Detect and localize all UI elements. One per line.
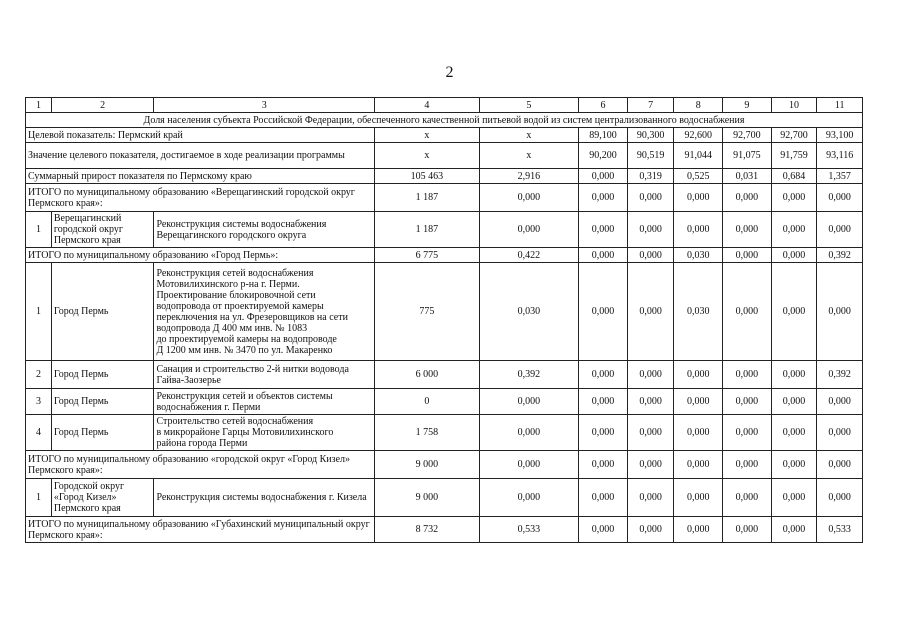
value-cell: 0,000 <box>627 212 674 248</box>
value-cell: 91,075 <box>723 143 772 169</box>
value-cell: 0,000 <box>479 212 578 248</box>
value-cell: 0,000 <box>579 169 628 184</box>
group-total-label: ИТОГО по муниципальному образованию «Губахинский муниципальный округ Пермского края»: <box>26 517 375 543</box>
value-cell: 0,000 <box>771 248 817 263</box>
value-cell: 0,000 <box>723 361 772 389</box>
value-cell: 0,000 <box>579 479 628 517</box>
value-cell: 9 000 <box>375 451 480 479</box>
value-cell: 1 758 <box>375 415 480 451</box>
value-cell: 0,000 <box>817 263 863 361</box>
value-cell: 0,000 <box>479 389 578 415</box>
event-line: Мотовилихинского р-на г. Перми. <box>156 278 300 290</box>
row-label: Значение целевого показателя, достигаемое в ходе реализации программы <box>26 143 375 169</box>
header-row <box>26 98 863 113</box>
value-cell: 0,000 <box>627 361 674 389</box>
column-number: 1 <box>26 98 52 113</box>
municipality-cell: Город Пермь <box>51 415 154 451</box>
value-cell: 92,700 <box>771 128 817 143</box>
group-total-label: ИТОГО по муниципальному образованию «городской округ «Город Кизел» Пермского края»: <box>26 451 375 479</box>
event-cell: Реконструкция системы водоснабжения Верещагинского городского округа <box>154 212 375 248</box>
value-cell: 0,533 <box>479 517 578 543</box>
value-cell: 90,300 <box>627 128 674 143</box>
value-cell: 0,000 <box>674 451 723 479</box>
value-cell: 6 000 <box>375 361 480 389</box>
column-number: 9 <box>723 98 772 113</box>
target-row <box>26 128 863 143</box>
value-cell: 93,100 <box>817 128 863 143</box>
value-cell: х <box>479 128 578 143</box>
row-number: 1 <box>26 479 52 517</box>
column-number: 7 <box>627 98 674 113</box>
value-cell: 91,044 <box>674 143 723 169</box>
value-cell: 0,000 <box>579 361 628 389</box>
event-line: Строительство сетей водоснабжения <box>156 416 314 427</box>
value-cell: 0,000 <box>674 212 723 248</box>
value-cell: 0,000 <box>723 248 772 263</box>
value-cell: 0,000 <box>579 517 628 543</box>
value-cell: 92,700 <box>723 128 772 143</box>
value-cell: 0,392 <box>479 361 578 389</box>
value-cell: 0,000 <box>579 451 628 479</box>
value-cell: 0,000 <box>771 361 817 389</box>
table-row <box>26 212 863 248</box>
value-cell: 0,030 <box>479 263 578 361</box>
value-cell: 0,000 <box>674 184 723 212</box>
event-line: переключения на ул. Фрезеровщиков на сети <box>156 311 348 323</box>
value-cell: 775 <box>375 263 480 361</box>
page-number: 2 <box>445 64 454 81</box>
row-number: 3 <box>26 389 52 415</box>
value-cell: 0,000 <box>579 415 628 451</box>
value-cell: 0,000 <box>627 248 674 263</box>
value-cell: 1 187 <box>375 212 480 248</box>
value-cell: 0 <box>375 389 480 415</box>
value-cell: х <box>375 128 480 143</box>
table-row <box>26 361 863 389</box>
event-cell: Санация и строительство 2-й нитки водовода Гайва-Заозерье <box>154 361 375 389</box>
table-row <box>26 263 863 361</box>
value-cell: 0,000 <box>627 479 674 517</box>
value-cell: 0,422 <box>479 248 578 263</box>
value-cell: 0,000 <box>771 389 817 415</box>
value-cell: 0,000 <box>817 212 863 248</box>
value-cell: 0,000 <box>627 184 674 212</box>
value-cell: 90,519 <box>627 143 674 169</box>
value-cell: х <box>479 143 578 169</box>
value-cell: 0,030 <box>674 263 723 361</box>
value-cell: 0,000 <box>674 517 723 543</box>
value-cell: 0,000 <box>579 389 628 415</box>
value-cell: 0,000 <box>771 212 817 248</box>
value-cell: 0,000 <box>674 479 723 517</box>
value-cell: 8 732 <box>375 517 480 543</box>
value-cell: 0,000 <box>627 415 674 451</box>
column-number: 10 <box>771 98 817 113</box>
value-cell: 0,000 <box>723 517 772 543</box>
value-cell: 0,000 <box>479 184 578 212</box>
value-cell: 0,000 <box>627 517 674 543</box>
value-cell: 0,000 <box>479 415 578 451</box>
value-cell: 0,000 <box>771 451 817 479</box>
value-cell: 92,600 <box>674 128 723 143</box>
row-number: 1 <box>26 212 52 248</box>
value-cell: 0,000 <box>771 517 817 543</box>
event-cell <box>154 263 375 361</box>
value-cell: 0,000 <box>723 389 772 415</box>
group-total-row <box>26 451 863 479</box>
value-cell: 0,031 <box>723 169 772 184</box>
value-cell: 91,759 <box>771 143 817 169</box>
value-cell: 0,000 <box>723 212 772 248</box>
value-cell: 0,533 <box>817 517 863 543</box>
value-cell: 0,000 <box>479 479 578 517</box>
value-cell: 0,000 <box>771 479 817 517</box>
value-cell: 0,000 <box>723 415 772 451</box>
group-total-label: ИТОГО по муниципальному образованию «Город Пермь»: <box>26 248 375 263</box>
value-cell: 0,000 <box>674 361 723 389</box>
value-cell: 0,000 <box>817 479 863 517</box>
event-line: водопровода Д 400 мм инв. № 1083 <box>156 322 308 334</box>
event-line: Проектирование блокировочной сети <box>156 289 316 301</box>
value-cell: 93,116 <box>817 143 863 169</box>
value-cell: 0,000 <box>627 389 674 415</box>
achieved-row <box>26 143 863 169</box>
column-number: 11 <box>817 98 863 113</box>
value-cell: 2,916 <box>479 169 578 184</box>
value-cell: 0,000 <box>723 263 772 361</box>
value-cell: 0,000 <box>579 263 628 361</box>
value-cell: 0,000 <box>723 451 772 479</box>
event-line: Реконструкция сетей водоснабжения <box>156 267 314 279</box>
value-cell: 0,000 <box>771 415 817 451</box>
column-number: 4 <box>375 98 480 113</box>
row-label: Суммарный прирост показателя по Пермскому краю <box>26 169 375 184</box>
event-line: района города Перми <box>156 438 248 449</box>
value-cell: х <box>375 143 480 169</box>
municipality-cell: Город Пермь <box>51 389 154 415</box>
column-number: 3 <box>154 98 375 113</box>
value-cell: 0,000 <box>723 479 772 517</box>
value-cell: 0,000 <box>817 389 863 415</box>
column-number: 8 <box>674 98 723 113</box>
value-cell: 0,319 <box>627 169 674 184</box>
value-cell: 0,392 <box>817 248 863 263</box>
table-row <box>26 479 863 517</box>
value-cell: 0,030 <box>674 248 723 263</box>
value-cell: 0,000 <box>627 263 674 361</box>
municipality-cell: Верещагинский городской округ Пермского края <box>51 212 154 248</box>
value-cell: 6 775 <box>375 248 480 263</box>
value-cell: 0,000 <box>723 184 772 212</box>
value-cell: 90,200 <box>579 143 628 169</box>
value-cell: 0,000 <box>479 451 578 479</box>
municipality-cell: Городской округ «Город Кизел» Пермского края <box>51 479 154 517</box>
group-total-row <box>26 184 863 212</box>
value-cell: 0,000 <box>579 212 628 248</box>
value-cell: 9 000 <box>375 479 480 517</box>
column-number: 2 <box>51 98 154 113</box>
event-line: в микрорайоне Гарцы Мотовилихинского <box>156 427 334 438</box>
value-cell: 105 463 <box>375 169 480 184</box>
table-body <box>26 98 863 543</box>
municipality-cell: Город Пермь <box>51 361 154 389</box>
value-cell: 0,000 <box>627 451 674 479</box>
event-cell: Реконструкция сетей и объектов системы водоснабжения г. Перми <box>154 389 375 415</box>
value-cell: 0,684 <box>771 169 817 184</box>
value-cell: 0,000 <box>817 415 863 451</box>
value-cell: 0,000 <box>817 184 863 212</box>
row-number: 4 <box>26 415 52 451</box>
value-cell: 0,000 <box>771 263 817 361</box>
section-title: Доля населения субъекта Российской Федерации, обеспеченного качественной питьевой водой из систем централизованного водоснабжения <box>26 113 863 128</box>
value-cell: 0,000 <box>817 451 863 479</box>
value-cell: 0,392 <box>817 361 863 389</box>
event-cell: Реконструкция системы водоснабжения г. Кизела <box>154 479 375 517</box>
group-total-row <box>26 517 863 543</box>
row-number: 2 <box>26 361 52 389</box>
value-cell: 0,000 <box>771 184 817 212</box>
value-cell: 0,000 <box>674 415 723 451</box>
value-cell: 0,000 <box>674 389 723 415</box>
table-row <box>26 389 863 415</box>
value-cell: 1 187 <box>375 184 480 212</box>
value-cell: 0,000 <box>579 184 628 212</box>
row-label: Целевой показатель: Пермский край <box>26 128 375 143</box>
column-number: 5 <box>479 98 578 113</box>
value-cell: 1,357 <box>817 169 863 184</box>
event-line: водопровода от проектируемой камеры <box>156 300 324 312</box>
group-total-row <box>26 248 863 263</box>
event-line: Д 1200 мм инв. № 3470 по ул. Макаренко <box>156 344 333 356</box>
municipality-cell: Город Пермь <box>51 263 154 361</box>
value-cell: 0,000 <box>579 248 628 263</box>
value-cell: 89,100 <box>579 128 628 143</box>
column-number: 6 <box>579 98 628 113</box>
row-number: 1 <box>26 263 52 361</box>
table-row <box>26 415 863 451</box>
total-row <box>26 169 863 184</box>
event-line: до проектируемой камеры на водопроводе <box>156 333 337 345</box>
value-cell: 0,525 <box>674 169 723 184</box>
event-cell <box>154 415 375 451</box>
section-title-row <box>26 113 863 128</box>
group-total-label: ИТОГО по муниципальному образованию «Верещагинский городской округ Пермского края»: <box>26 184 375 212</box>
indicator-table <box>25 97 863 543</box>
